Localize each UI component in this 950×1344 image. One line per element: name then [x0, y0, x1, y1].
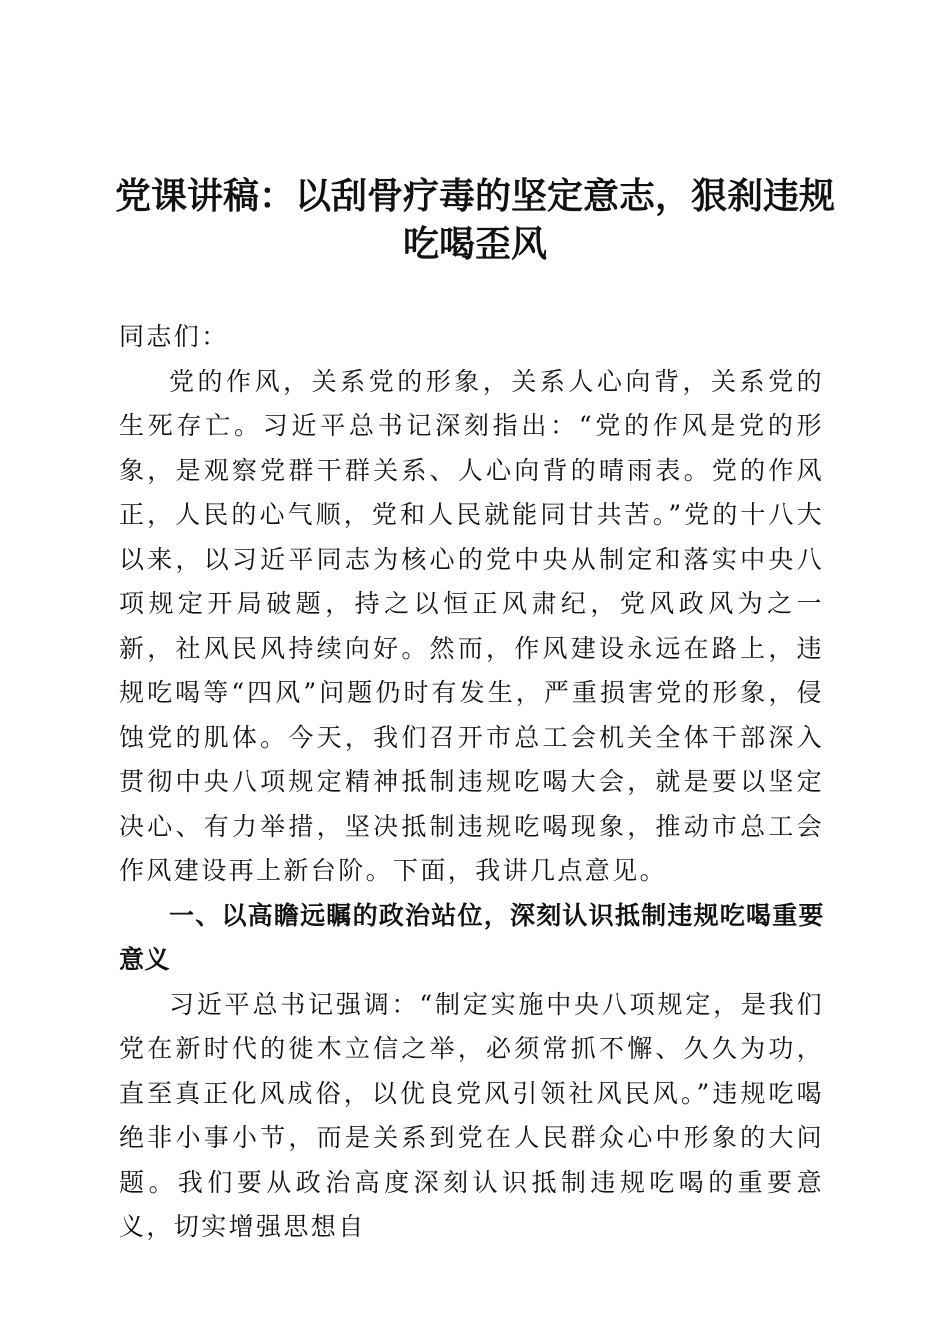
paragraph-2: 习近平总书记强调：“制定实施中央八项规定，是我们党在新时代的徙木立信之举，必须常抓不懈、久久为功，直至真正化风成俗，以优良党风引领社风民风。”违规吃喝绝非小事小节，而是关系到党在人民群众心中形象的大问题。我们要从政治高度深刻认识抵制违规吃喝的重要意义，切实增强思想自 — [119, 989, 824, 1241]
section-1-heading: 一、以高瞻远瞩的政治站位，深刻认识抵制违规吃喝重要意义 — [119, 900, 824, 974]
document-body — [119, 315, 824, 1250]
document-title: 党课讲稿：以刮骨疗毒的坚定意志，狠刹违规吃喝歪风 — [115, 175, 836, 265]
paragraph-1: 党的作风，关系党的形象，关系人心向背，关系党的生死存亡。习近平总书记深刻指出：“党的作风是党的形象，是观察党群干群关系、人心向背的晴雨表。党的作风正，人民的心气顺，党和人民就能同甘共苦。”党的十八大以来，以习近平同志为核心的党中央从制定和落实中央八项规定开局破题，持之以恒正风肃纪，党风政风为之一新，社风民风持续向好。然而，作风建设永远在路上，违规吃喝等“四风”问题仍时有发生，严重损害党的形象，侵蚀党的肌体。今天，我们召开市总工会机关全体干部深入贯彻中央八项规定精神抵制违规吃喝大会，就是要以坚定决心、有力举措，坚决抵制违规吃喝现象，推动市总工会作风建设再上新台阶。下面，我讲几点意见。 — [119, 366, 824, 885]
salutation: 同志们： — [119, 322, 229, 351]
